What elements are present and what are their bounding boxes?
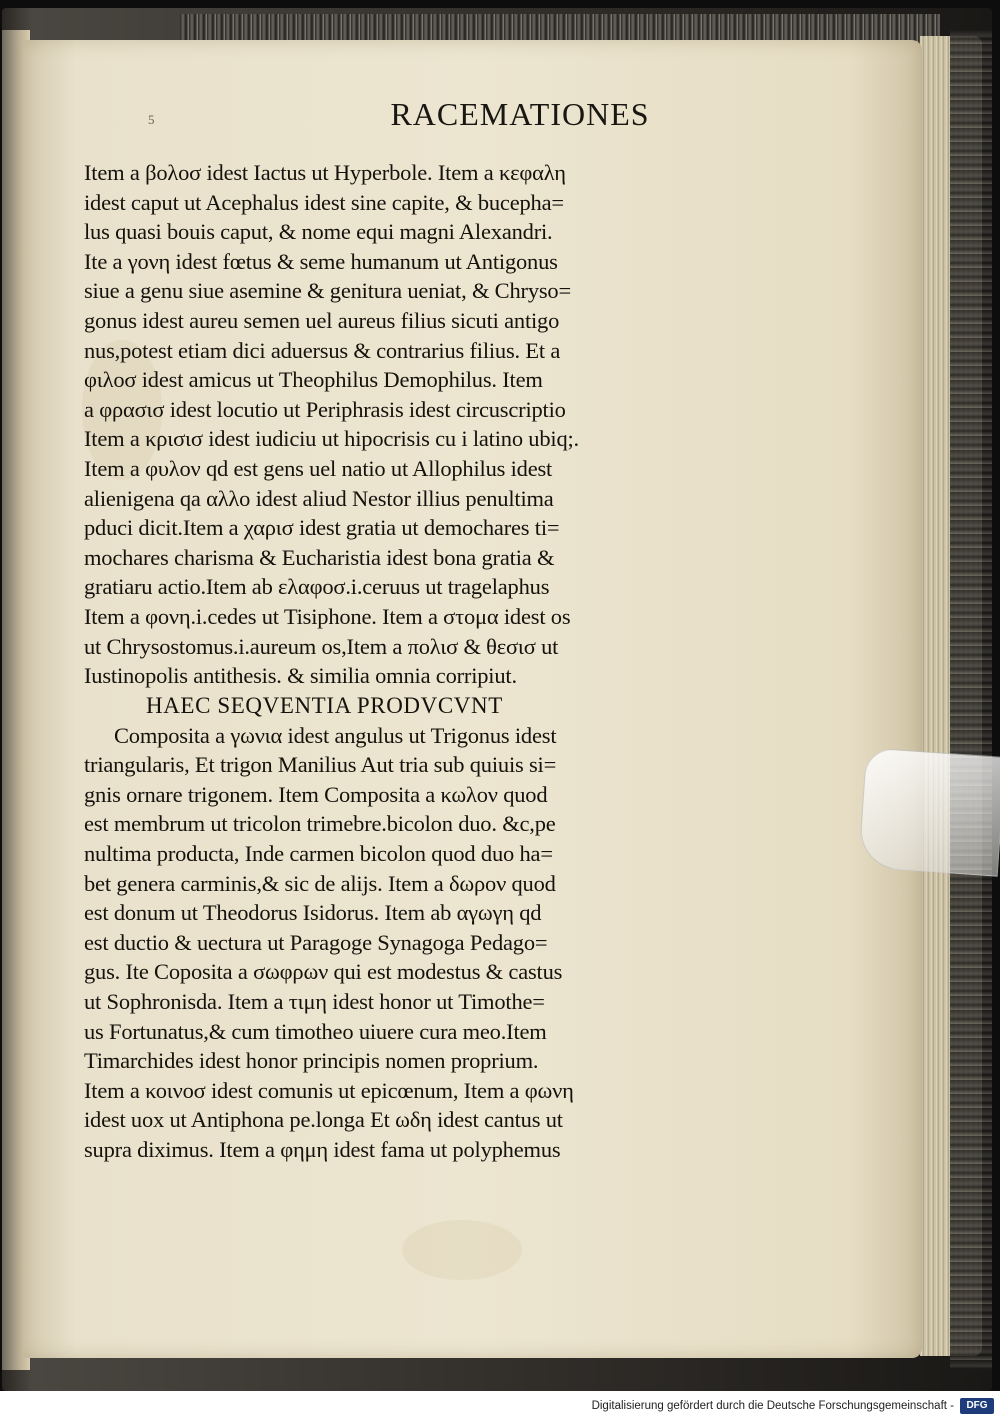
text-line: Composita a γωνια idest angulus ut Trigonus idest xyxy=(114,722,557,748)
text-line: Ite a γονη idest fœtus & seme humanum ut Antigonus xyxy=(84,248,558,274)
text-line: Item a φονη.i.cedes ut Tisiphone. Item a στομα idest os xyxy=(84,603,571,629)
text-line: φιλοσ idest amicus ut Theophilus Demophilus. Item xyxy=(84,367,543,393)
text-line: us Fortunatus,& cum timotheo uiuere cura meo.Item xyxy=(84,1018,547,1044)
funding-credit: Digitalisierung gefördert durch die Deutsche Forschungsgemeinschaft - xyxy=(591,1400,954,1412)
text-line: gus. Ite Coposita a σωφρων qui est modestus & castus xyxy=(84,959,563,985)
text-line: triangularis, Et trigon Manilius Aut tria sub quiuis si= xyxy=(84,752,557,778)
text-line: est donum ut Theodorus Isidorus. Item ab αγωγη qd xyxy=(84,900,542,926)
page-number: 5 xyxy=(148,112,155,127)
text-line: Item a φυλον qd est gens uel natio ut Allophilus idest xyxy=(84,455,553,481)
cover-edge xyxy=(950,30,992,1370)
text-line: lus quasi bouis caput, & nome equi magni Alexandri. xyxy=(84,219,553,245)
main-text xyxy=(84,158,724,1165)
text-line: Item a κρισισ idest iudiciu ut hipocrisis cu i latino ubiq;. xyxy=(84,426,579,452)
plastic-bookmark xyxy=(858,747,1000,876)
text-line: Timarchides idest honor principis nomen proprium. xyxy=(84,1048,539,1074)
text-line: bet genera carminis,& sic de alijs. Item a δωρον quod xyxy=(84,870,556,896)
text-line: est ductio & uectura ut Paragoge Synagoga Pedago= xyxy=(84,929,548,955)
text-line: a φρασισ idest locutio ut Periphrasis idest circuscriptio xyxy=(84,396,566,422)
text-line: Item a κοινοσ idest comunis ut epicœnum, Item a φωνη xyxy=(84,1077,574,1103)
text-line: pduci dicit.Item a χαρισ idest gratia ut demochares ti= xyxy=(84,515,560,541)
paper-stain xyxy=(402,1220,522,1280)
text-line: alienigena qa αλλο idest aliud Nestor illius penultima xyxy=(84,485,554,511)
text-line: idest caput ut Acephalus idest sine capite, & bucepha= xyxy=(84,189,564,215)
text-line: nus,potest etiam dici aduersus & contrarius filius. Et a xyxy=(84,337,561,363)
running-title: RACEMATIONES xyxy=(390,96,650,132)
text-line: gratiaru actio.Item ab ελαφοσ.i.ceruus ut tragelaphus xyxy=(84,574,550,600)
text-line: Item a βολοσ idest Iactus ut Hyperbole. Item a κεφαλη xyxy=(84,160,566,185)
text-line: siue a genu siue asemine & genitura ueniat, & Chryso= xyxy=(84,278,571,304)
text-line: Iustinopolis antithesis. & similia omnia corripiut. xyxy=(84,663,517,689)
text-line: est membrum ut tricolon trimebre.bicolon duo. &c,pe xyxy=(84,811,556,837)
section-heading: HAEC SEQVENTIA PRODVCVNT xyxy=(146,692,503,718)
dfg-logo: DFG xyxy=(960,1398,994,1414)
text-line: nultima producta, Inde carmen bicolon quod duo ha= xyxy=(84,841,553,867)
text-line: supra diximus. Item a φημη idest fama ut polyphemus xyxy=(84,1137,561,1162)
text-line: ut Sophronisda. Item a τιμη idest honor ut Timothe= xyxy=(84,989,545,1015)
text-line: gonus idest aureu semen uel aureus filius sicuti antigo xyxy=(84,307,560,333)
text-line: ut Chrysostomus.i.aureum os,Item a πολισ & θεσισ ut xyxy=(84,633,559,659)
text-line: gnis ornare trigonem. Item Composita a κωλον quod xyxy=(84,781,548,807)
text-line: mochares charisma & Eucharistia idest bona gratia & xyxy=(84,544,555,570)
digitization-footer xyxy=(0,1391,1000,1423)
text-line: idest uox ut Antiphona pe.longa Et ωδη idest cantus ut xyxy=(84,1107,563,1133)
